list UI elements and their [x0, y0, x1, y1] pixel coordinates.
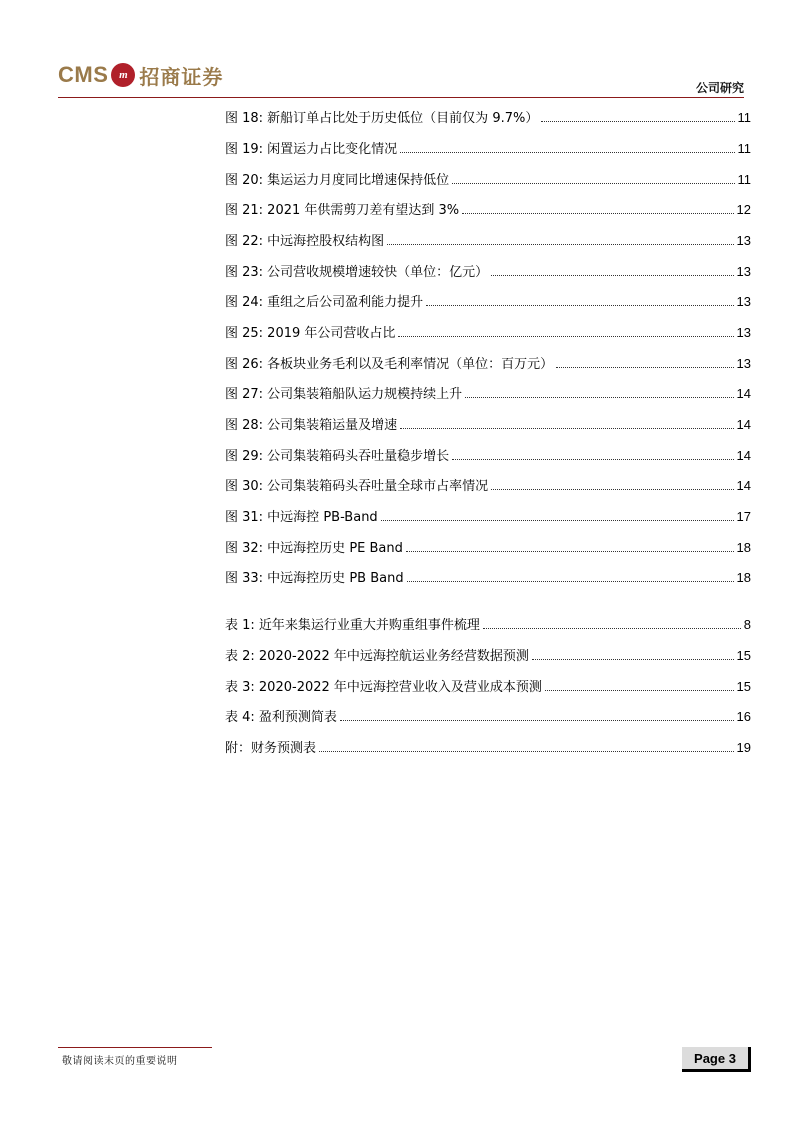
- toc-entry-page: 15: [736, 679, 751, 694]
- toc-entry-label: 附：财务预测表: [225, 741, 317, 756]
- leader-dots: [400, 417, 733, 429]
- toc-entry[interactable]: [225, 445, 751, 465]
- toc-entry-page: 14: [736, 386, 751, 401]
- leader-dots: [465, 386, 733, 398]
- toc-entry-page: 13: [736, 325, 751, 340]
- toc-entry[interactable]: [225, 537, 751, 557]
- logo-icon: m: [111, 63, 135, 87]
- toc-entry-label: 图 25: 2019 年公司营收占比: [225, 326, 396, 341]
- toc-entry[interactable]: [225, 230, 751, 250]
- toc-entry[interactable]: [225, 706, 751, 726]
- leader-dots: [452, 448, 733, 460]
- toc-entry-label: 图 27: 公司集装箱船队运力规模持续上升: [225, 387, 463, 402]
- toc-entry-page: 11: [737, 110, 751, 125]
- toc-entry-page: 16: [736, 709, 751, 724]
- leader-dots: [381, 509, 734, 521]
- toc-entry-page: 14: [736, 417, 751, 432]
- toc-entry-page: 11: [737, 141, 751, 156]
- toc-entry[interactable]: [225, 261, 751, 281]
- toc-entry[interactable]: [225, 414, 751, 434]
- toc-entry-page: 18: [736, 570, 751, 585]
- toc-entry-label: 图 19: 闲置运力占比变化情况: [225, 142, 398, 157]
- leader-dots: [545, 679, 734, 691]
- leader-dots: [462, 202, 733, 214]
- toc-entry-label: 图 22: 中远海控股权结构图: [225, 234, 385, 249]
- toc-entry-page: 13: [736, 356, 751, 371]
- toc-entry[interactable]: [225, 567, 751, 587]
- leader-dots: [483, 617, 741, 629]
- toc-entry-page: 17: [736, 509, 751, 524]
- toc-entry[interactable]: [225, 322, 751, 342]
- footer-divider: [58, 1047, 212, 1048]
- toc-entry[interactable]: [225, 383, 751, 403]
- leader-dots: [452, 172, 734, 184]
- toc-entry-label: 表 3: 2020-2022 年中远海控营业收入及营业成本预测: [225, 680, 542, 695]
- toc-entry-label: 图 21: 2021 年供需剪刀差有望达到 3%: [225, 203, 460, 218]
- toc-entry-page: 15: [736, 648, 751, 663]
- toc-entry-label: 图 33: 中远海控历史 PB Band: [225, 571, 404, 586]
- toc-entry-label: 图 29: 公司集装箱码头吞吐量稳步增长: [225, 449, 450, 464]
- toc-entry[interactable]: [225, 614, 751, 634]
- toc-entry[interactable]: [225, 506, 751, 526]
- leader-dots: [400, 141, 734, 153]
- leader-dots: [491, 478, 733, 490]
- toc-entry[interactable]: [225, 291, 751, 311]
- toc-entry[interactable]: [225, 737, 751, 757]
- header-divider: [58, 97, 744, 98]
- leader-dots: [340, 709, 734, 721]
- logo-chinese-name: 招商证券: [139, 64, 224, 89]
- company-logo: [58, 60, 223, 90]
- toc-entry-page: 13: [736, 264, 751, 279]
- leader-dots: [541, 110, 734, 122]
- toc-entry-label: 图 30: 公司集装箱码头吞吐量全球市占率情况: [225, 479, 489, 494]
- logo-text: CMS: [58, 62, 109, 87]
- toc-entry-page: 13: [736, 294, 751, 309]
- toc-entry-label: 表 2: 2020-2022 年中远海控航运业务经营数据预测: [225, 649, 529, 664]
- toc-entry-page: 19: [736, 740, 751, 755]
- toc-entry-label: 图 24: 重组之后公司盈利能力提升: [225, 295, 424, 310]
- toc-entry[interactable]: [225, 353, 751, 373]
- toc-entry-label: 图 18: 新船订单占比处于历史低位（目前仅为 9.7%）: [225, 111, 539, 126]
- leader-dots: [556, 356, 733, 368]
- toc-entry-label: 图 32: 中远海控历史 PE Band: [225, 541, 403, 556]
- toc-entry-label: 图 31: 中远海控 PB-Band: [225, 510, 378, 525]
- disclaimer-note: 敬请阅读末页的重要说明: [62, 1056, 178, 1067]
- leader-dots: [426, 294, 733, 306]
- toc-entry-label: 表 1: 近年来集运行业重大并购重组事件梳理: [225, 618, 480, 633]
- toc-entry-page: 8: [743, 617, 751, 632]
- toc-entry[interactable]: [225, 199, 751, 219]
- leader-dots: [407, 570, 734, 582]
- toc-entry[interactable]: [225, 676, 751, 696]
- toc-entry-page: 18: [736, 540, 751, 555]
- toc-entry[interactable]: [225, 107, 751, 127]
- toc-entry[interactable]: [225, 169, 751, 189]
- toc-entry-label: 图 20: 集运运力月度同比增速保持低位: [225, 173, 450, 188]
- toc-entry-page: 14: [736, 448, 751, 463]
- section-label: 公司研究: [695, 81, 744, 95]
- toc-entry-page: 13: [736, 233, 751, 248]
- toc-entry-page: 11: [737, 172, 751, 187]
- leader-dots: [398, 325, 733, 337]
- toc-entry[interactable]: [225, 138, 751, 158]
- toc-entry-label: 图 23: 公司营收规模增速较快（单位：亿元）: [225, 265, 489, 280]
- toc-entry[interactable]: [225, 645, 751, 665]
- leader-dots: [406, 540, 734, 552]
- leader-dots: [319, 740, 734, 752]
- leader-dots: [491, 264, 733, 276]
- toc-entry-label: 表 4: 盈利预测简表: [225, 710, 337, 725]
- page-number: Page 3: [682, 1047, 751, 1072]
- leader-dots: [387, 233, 733, 245]
- toc-entry-label: 图 26: 各板块业务毛利以及毛利率情况（单位：百万元）: [225, 357, 554, 372]
- toc-entry[interactable]: [225, 475, 751, 495]
- toc-entry-label: 图 28: 公司集装箱运量及增速: [225, 418, 398, 433]
- leader-dots: [532, 648, 734, 660]
- toc-entry-page: 12: [736, 202, 751, 217]
- toc-entry-page: 14: [736, 478, 751, 493]
